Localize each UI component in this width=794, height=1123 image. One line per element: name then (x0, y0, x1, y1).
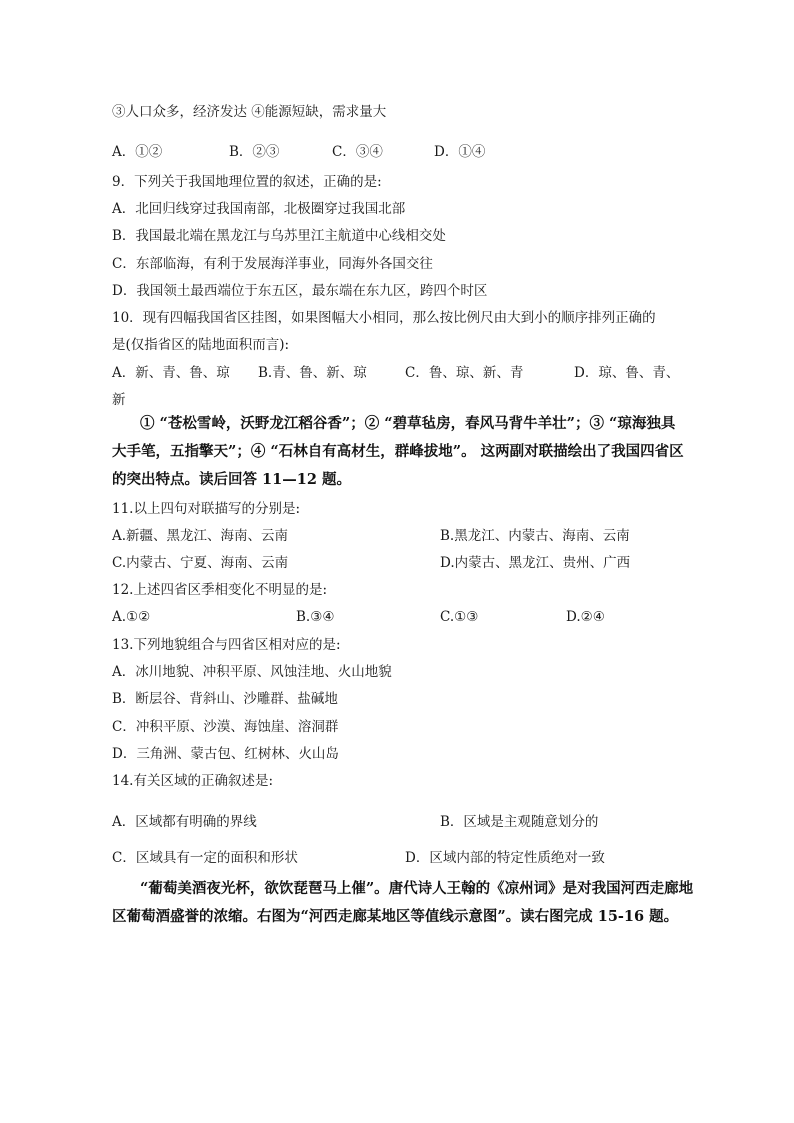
q8-option-d: D．①④ (434, 144, 486, 160)
q9-option-c: C．东部临海，有利于发展海洋事业，同海外各国交往 (112, 256, 433, 272)
q13-stem: 13.下列地貌组合与四省区相对应的是: (112, 637, 341, 653)
q14-option-a: A．区域都有明确的界线 (112, 814, 257, 830)
q9-option-d: D．我国领土最西端位于东五区，最东端在东九区，跨四个时区 (112, 283, 488, 299)
q12-stem: 12.上述四省区季相变化不明显的是: (112, 582, 328, 598)
passage2-line2: 区葡萄酒盛誉的浓缩。右图为“河西走廊某地区等值线示意图”。读右图完成 15-16 题。 (112, 908, 679, 925)
passage2-line1: “葡萄美酒夜光杯，欲饮琵琶马上催”。唐代诗人王翰的《凉州词》是对我国河西走廊地 (140, 880, 694, 897)
q9-stem: 9．下列关于我国地理位置的叙述，正确的是: (112, 174, 382, 190)
q9-option-b: B．我国最北端在黑龙江与乌苏里江主航道中心线相交处 (112, 228, 446, 244)
q11-option-b: B.黑龙江、内蒙古、海南、云南 (440, 528, 630, 544)
q10-option-b: B.青、鲁、新、琼 (258, 365, 367, 381)
q13-option-a: A．冰川地貌、冲积平原、风蚀洼地、火山地貌 (112, 664, 392, 680)
q13-option-b: B．断层谷、背斜山、沙雕群、盐碱地 (112, 691, 338, 707)
q11-stem: 11.以上四句对联描写的分别是: (112, 501, 301, 517)
passage1-line1: ① “苍松雪岭，沃野龙江稻谷香”；② “碧草毡房，春风马背牛羊壮”；③ “琼海独具 (140, 415, 676, 432)
q12-option-d: D.②④ (566, 609, 605, 625)
q14-stem: 14.有关区域的正确叙述是: (112, 773, 274, 789)
q12-option-b: B.③④ (296, 609, 335, 625)
q8-option-c: C．③④ (332, 144, 383, 160)
q14-option-b: B．区域是主观随意划分的 (440, 814, 599, 830)
passage1-line3: 的突出特点。读后回答 11—12 题。 (112, 471, 351, 488)
q12-option-c: C.①③ (440, 609, 479, 625)
q11-option-d: D.内蒙古、黑龙江、贵州、广西 (440, 555, 631, 571)
q11-option-a: A.新疆、黑龙江、海南、云南 (112, 528, 289, 544)
q8-option-b: B．②③ (229, 144, 280, 160)
q10-option-a: A．新、青、鲁、琼 (112, 365, 230, 381)
q13-option-c: C．冲积平原、沙漠、海蚀崖、溶洞群 (112, 719, 339, 735)
passage1-line2: 大手笔，五指擎天”；④ “石林自有高材生，群峰拔地”。 这两副对联描绘出了我国四省区 (112, 443, 684, 460)
q10-option-d-wrap: 新 (112, 392, 126, 408)
q11-option-c: C.内蒙古、宁夏、海南、云南 (112, 555, 289, 571)
q8-option-a: A．①② (112, 144, 163, 160)
q10-option-d: D．琼、鲁、青、 (574, 365, 680, 381)
q8-continuation: ③人口众多，经济发达 ④能源短缺，需求量大 (112, 104, 387, 120)
q12-option-a: A.①② (112, 609, 151, 625)
q14-option-d: D．区域内部的特定性质绝对一致 (405, 850, 605, 866)
q14-option-c: C．区域具有一定的面积和形状 (112, 850, 298, 866)
q9-option-a: A．北回归线穿过我国南部，北极圈穿过我国北部 (112, 201, 406, 217)
q13-option-d: D．三角洲、蒙古包、红树林、火山岛 (112, 746, 339, 762)
q10-stem-line2: 是(仅指省区的陆地面积而言): (112, 337, 290, 353)
q10-option-c: C．鲁、琼、新、青 (405, 365, 524, 381)
q10-stem-line1: 10．现有四幅我国省区挂图，如果图幅大小相同，那么按比例尺由大到小的顺序排列正确的 (112, 310, 656, 326)
